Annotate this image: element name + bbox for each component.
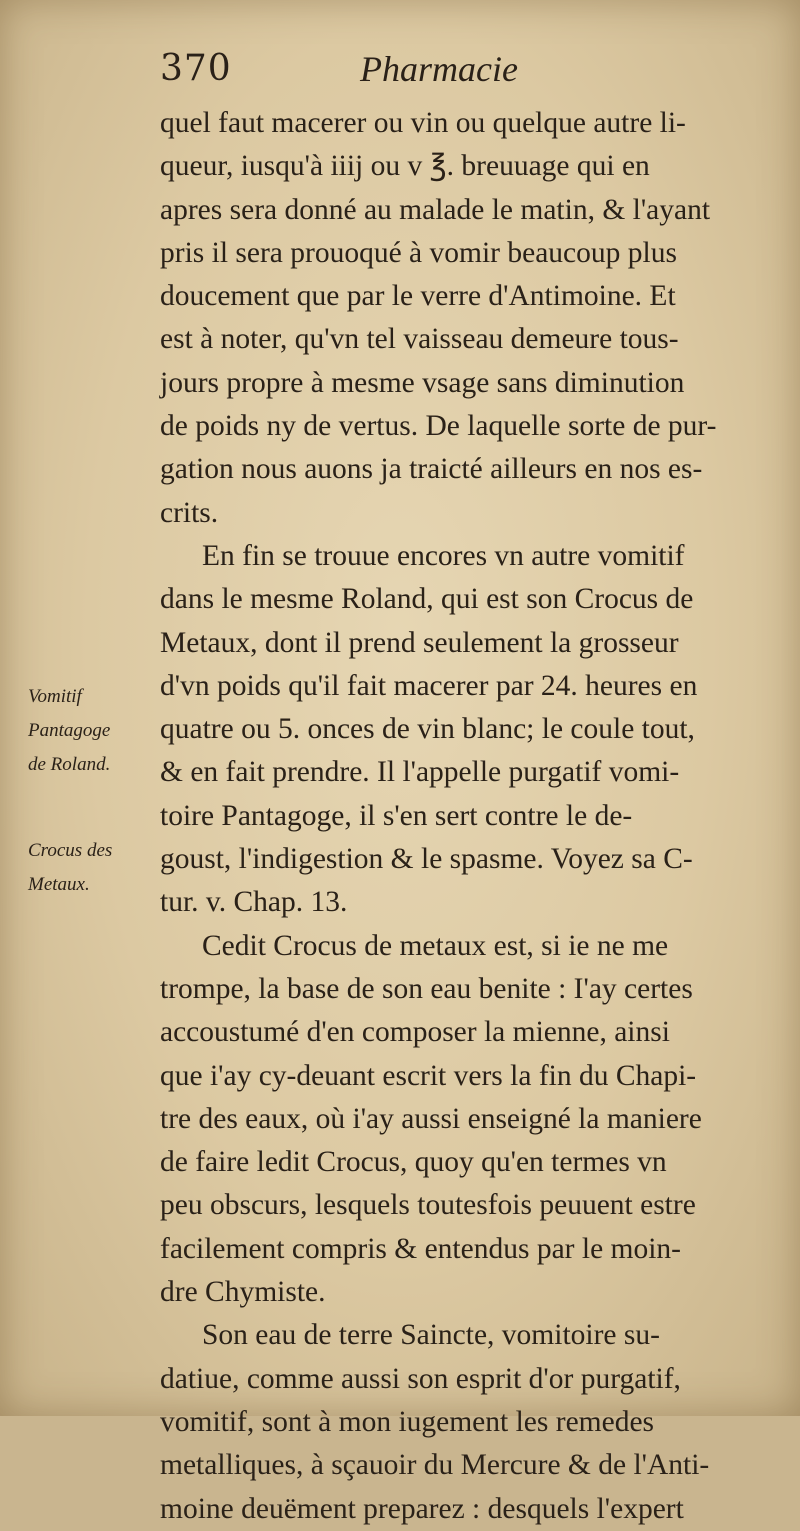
text-line: gation nous auons ja traicté ailleurs en nos es-	[160, 453, 703, 486]
text-line: dre Chymiste.	[160, 1276, 326, 1309]
text-line: pris il sera prouoqué à vomir beaucoup plus	[160, 236, 677, 269]
text-line: trompe, la base de son eau benite : I'ay certes	[160, 972, 693, 1005]
text-line: goust, l'indigestion & le spasme. Voyez sa C-	[160, 843, 693, 876]
paragraph-start-line: En fin se trouue encores vn autre vomitif	[202, 539, 685, 572]
text-line: Metaux, dont il prend seulement la grosseur	[160, 626, 679, 659]
margin-note-line: Pantagoge	[28, 720, 111, 741]
text-line: facilement compris & entendus par le moin-	[160, 1232, 682, 1265]
text-line: accoustumé d'en composer la mienne, ainsi	[160, 1016, 670, 1049]
text-line: que i'ay cy-deuant escrit vers la fin du Chapi-	[160, 1059, 697, 1092]
page-number: 370	[160, 48, 232, 89]
text-line: datiue, comme aussi son esprit d'or purgatif,	[160, 1362, 681, 1395]
text-line: de faire ledit Crocus, quoy qu'en termes vn	[160, 1146, 667, 1179]
margin-note-vomitif	[28, 680, 156, 782]
text-line: dans le mesme Roland, qui est son Crocus de	[160, 583, 694, 616]
text-line: est à noter, qu'vn tel vaisseau demeure tous-	[160, 323, 679, 356]
text-line: jours propre à mesme vsage sans diminution	[160, 366, 685, 399]
paragraph-start-line: Cedit Crocus de metaux est, si ie ne me	[202, 929, 669, 962]
text-line: peu obscurs, lesquels toutesfois peuuent estre	[160, 1189, 696, 1222]
margin-note-line: Crocus des	[28, 840, 113, 861]
text-line: quatre ou 5. onces de vin blanc; le coule tout,	[160, 713, 695, 746]
text-line: moine deuëment preparez : desquels l'expert	[160, 1492, 684, 1525]
text-line: tur. v. Chap. 13.	[160, 886, 348, 919]
text-line: queur, iusqu'à iiij ou v ℥. breuuage qui en	[160, 150, 650, 183]
text-line: vomitif, sont à mon iugement les remedes	[160, 1405, 655, 1438]
body-text	[160, 102, 772, 1531]
running-head: Pharmacie	[360, 49, 518, 89]
text-line: crits.	[160, 496, 219, 529]
text-line: & en fait prendre. Il l'appelle purgatif vomi-	[160, 756, 680, 789]
page-header	[160, 48, 780, 98]
margin-note-line: de Roland.	[28, 754, 111, 775]
margin-note-line: Vomitif	[28, 686, 82, 707]
text-line: quel faut macerer ou vin ou quelque autre li-	[160, 107, 686, 139]
paragraph-start-line: Son eau de terre Saincte, vomitoire su-	[202, 1319, 660, 1352]
text-line: metalliques, à sçauoir du Mercure & de l'Anti-	[160, 1449, 710, 1482]
text-line: apres sera donné au malade le matin, & l'ayant	[160, 193, 711, 226]
margin-note-crocus	[28, 834, 156, 902]
text-line: toire Pantagoge, il s'en sert contre le de-	[160, 799, 633, 832]
text-line: tre des eaux, où i'ay aussi enseigné la maniere	[160, 1102, 702, 1135]
text-line: d'vn poids qu'il fait macerer par 24. heures en	[160, 669, 698, 702]
text-line: de poids ny de vertus. De laquelle sorte de pur-	[160, 410, 717, 443]
margin-note-line: Metaux.	[28, 874, 90, 895]
text-line: doucement que par le verre d'Antimoine. Et	[160, 280, 676, 313]
